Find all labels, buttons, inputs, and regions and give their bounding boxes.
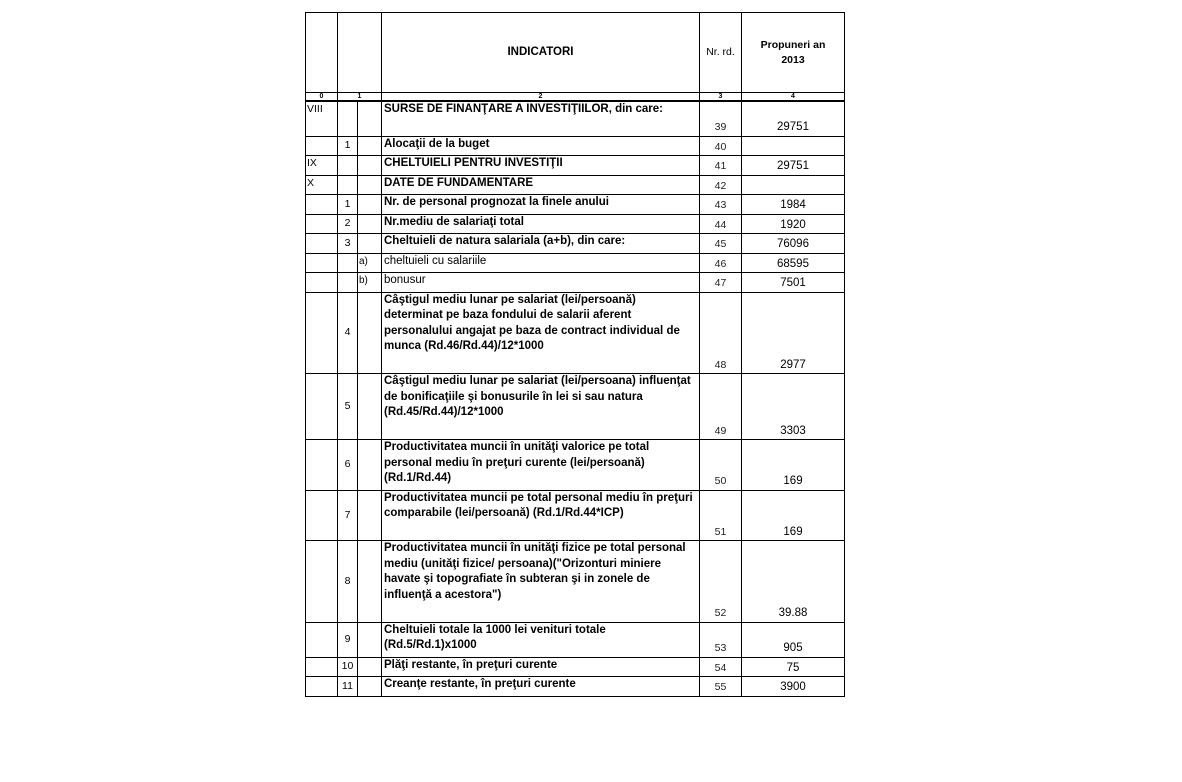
indicator-label: CHELTUIELI PENTRU INVESTIŢII bbox=[382, 156, 700, 176]
section-code bbox=[306, 234, 338, 254]
item-number bbox=[338, 175, 358, 195]
column-number: 4 bbox=[742, 93, 845, 102]
sub-item-letter bbox=[358, 101, 382, 136]
table-row bbox=[306, 136, 845, 156]
section-code bbox=[306, 440, 338, 491]
indicator-label: Productivitatea muncii în unităţi valorice pe total personal mediu în preţuri curente (lei/persoană) (Rd.1/Rd.44) bbox=[382, 440, 700, 491]
column-number: 1 bbox=[338, 93, 382, 102]
table-row bbox=[306, 657, 845, 677]
sub-item-letter bbox=[358, 622, 382, 657]
item-number: 5 bbox=[338, 374, 358, 440]
item-number bbox=[338, 156, 358, 176]
row-number: 41 bbox=[700, 156, 742, 176]
table-row bbox=[306, 622, 845, 657]
table-row bbox=[306, 374, 845, 440]
row-number: 45 bbox=[700, 234, 742, 254]
sub-item-letter bbox=[358, 156, 382, 176]
table-row bbox=[306, 195, 845, 215]
item-number: 11 bbox=[338, 677, 358, 697]
header-cell-1 bbox=[338, 13, 382, 93]
table-row bbox=[306, 234, 845, 254]
row-number: 44 bbox=[700, 214, 742, 234]
sub-item-letter bbox=[358, 541, 382, 623]
sub-item-letter bbox=[358, 677, 382, 697]
proposal-value: 76096 bbox=[742, 234, 845, 254]
item-number bbox=[338, 273, 358, 293]
header-cell-0 bbox=[306, 13, 338, 93]
proposal-value: 29751 bbox=[742, 101, 845, 136]
item-number: 1 bbox=[338, 195, 358, 215]
indicator-label: Plăţi restante, în preţuri curente bbox=[382, 657, 700, 677]
proposal-value bbox=[742, 175, 845, 195]
item-number: 1 bbox=[338, 136, 358, 156]
sub-item-letter bbox=[358, 234, 382, 254]
table-row bbox=[306, 677, 845, 697]
table-row bbox=[306, 273, 845, 293]
indicator-label: Nr.mediu de salariaţi total bbox=[382, 214, 700, 234]
proposal-value bbox=[742, 136, 845, 156]
sub-item-letter bbox=[358, 175, 382, 195]
sub-item-letter bbox=[358, 214, 382, 234]
section-code bbox=[306, 136, 338, 156]
indicator-label: Câştigul mediu lunar pe salariat (lei/persoană) determinat pe baza fondului de salarii aferent personalului angajat pe baza de contract individual de munca (Rd.46/Rd.44)/12*1000 bbox=[382, 292, 700, 374]
section-code bbox=[306, 374, 338, 440]
column-number: 3 bbox=[700, 93, 742, 102]
row-number: 53 bbox=[700, 622, 742, 657]
item-number: 9 bbox=[338, 622, 358, 657]
header-nr-rd: Nr. rd. bbox=[700, 13, 742, 93]
proposal-value: 75 bbox=[742, 657, 845, 677]
sub-item-letter bbox=[358, 490, 382, 541]
table-row bbox=[306, 175, 845, 195]
indicator-label: DATE DE FUNDAMENTARE bbox=[382, 175, 700, 195]
header-indicatori: INDICATORI bbox=[382, 13, 700, 93]
proposal-value: 169 bbox=[742, 490, 845, 541]
table-row bbox=[306, 253, 845, 273]
sub-item-letter bbox=[358, 195, 382, 215]
section-code bbox=[306, 541, 338, 623]
sub-item-letter: a) bbox=[358, 253, 382, 273]
row-number: 54 bbox=[700, 657, 742, 677]
item-number bbox=[338, 101, 358, 136]
section-code bbox=[306, 273, 338, 293]
header-row bbox=[306, 13, 845, 93]
column-number: 2 bbox=[382, 93, 700, 102]
section-code: VIII bbox=[306, 101, 338, 136]
proposal-value: 3303 bbox=[742, 374, 845, 440]
row-number: 40 bbox=[700, 136, 742, 156]
row-number: 55 bbox=[700, 677, 742, 697]
table-row bbox=[306, 156, 845, 176]
item-number: 7 bbox=[338, 490, 358, 541]
section-code bbox=[306, 622, 338, 657]
item-number: 3 bbox=[338, 234, 358, 254]
sub-item-letter: b) bbox=[358, 273, 382, 293]
indicator-label: Alocaţii de la buget bbox=[382, 136, 700, 156]
indicator-label: Nr. de personal prognozat la finele anului bbox=[382, 195, 700, 215]
row-number: 49 bbox=[700, 374, 742, 440]
item-number: 2 bbox=[338, 214, 358, 234]
item-number: 8 bbox=[338, 541, 358, 623]
row-number: 39 bbox=[700, 101, 742, 136]
indicators-table bbox=[305, 12, 844, 697]
section-code: X bbox=[306, 175, 338, 195]
section-code bbox=[306, 657, 338, 677]
indicator-label: Productivitatea muncii pe total personal mediu în preţuri comparabile (lei/persoană) (Rd.1/Rd.44*ICP) bbox=[382, 490, 700, 541]
proposal-value: 68595 bbox=[742, 253, 845, 273]
table-row bbox=[306, 292, 845, 374]
row-number: 50 bbox=[700, 440, 742, 491]
proposal-value: 1984 bbox=[742, 195, 845, 215]
indicator-label: Cheltuieli totale la 1000 lei venituri totale (Rd.5/Rd.1)x1000 bbox=[382, 622, 700, 657]
row-number: 42 bbox=[700, 175, 742, 195]
row-number: 52 bbox=[700, 541, 742, 623]
section-code bbox=[306, 253, 338, 273]
proposal-value: 7501 bbox=[742, 273, 845, 293]
table-row bbox=[306, 541, 845, 623]
item-number: 10 bbox=[338, 657, 358, 677]
indicator-label: Câştigul mediu lunar pe salariat (lei/persoana) influenţat de bonificaţiile şi bonusurile în lei si sau natura (Rd.45/Rd.44)/12*1000 bbox=[382, 374, 700, 440]
header-propuneri-line2: 2013 bbox=[781, 53, 805, 66]
proposal-value: 169 bbox=[742, 440, 845, 491]
column-number: 0 bbox=[306, 93, 338, 102]
item-number: 4 bbox=[338, 292, 358, 374]
row-number: 48 bbox=[700, 292, 742, 374]
section-code bbox=[306, 490, 338, 541]
sub-item-letter bbox=[358, 292, 382, 374]
table-row bbox=[306, 214, 845, 234]
table-row bbox=[306, 440, 845, 491]
indicator-label: Cheltuieli de natura salariala (a+b), din care: bbox=[382, 234, 700, 254]
sub-item-letter bbox=[358, 374, 382, 440]
proposal-value: 39.88 bbox=[742, 541, 845, 623]
indicator-label: Creanţe restante, în preţuri curente bbox=[382, 677, 700, 697]
header-propuneri bbox=[742, 13, 845, 93]
sub-item-letter bbox=[358, 440, 382, 491]
indicator-label: bonusur bbox=[382, 273, 700, 293]
proposal-value: 29751 bbox=[742, 156, 845, 176]
sub-item-letter bbox=[358, 657, 382, 677]
item-number: 6 bbox=[338, 440, 358, 491]
proposal-value: 2977 bbox=[742, 292, 845, 374]
proposal-value: 1920 bbox=[742, 214, 845, 234]
section-code bbox=[306, 292, 338, 374]
indicator-label: SURSE DE FINANŢARE A INVESTIŢIILOR, din care: bbox=[382, 101, 700, 136]
section-code: IX bbox=[306, 156, 338, 176]
sub-item-letter bbox=[358, 136, 382, 156]
item-number bbox=[338, 253, 358, 273]
row-number: 46 bbox=[700, 253, 742, 273]
row-number: 47 bbox=[700, 273, 742, 293]
table bbox=[305, 12, 845, 697]
indicator-label: cheltuieli cu salariile bbox=[382, 253, 700, 273]
table-row bbox=[306, 490, 845, 541]
proposal-value: 905 bbox=[742, 622, 845, 657]
section-code bbox=[306, 195, 338, 215]
row-number: 51 bbox=[700, 490, 742, 541]
section-code bbox=[306, 677, 338, 697]
row-number: 43 bbox=[700, 195, 742, 215]
column-number-row bbox=[306, 93, 845, 102]
indicator-label: Productivitatea muncii în unităţi fizice pe total personal mediu (unităţi fizice/ persoana)("Orizonturi miniere havate şi topografiate în subteran şi in zonele de influenţă a acestora") bbox=[382, 541, 700, 623]
table-row bbox=[306, 101, 845, 136]
header-propuneri-line1: Propuneri an bbox=[760, 38, 826, 51]
section-code bbox=[306, 214, 338, 234]
proposal-value: 3900 bbox=[742, 677, 845, 697]
